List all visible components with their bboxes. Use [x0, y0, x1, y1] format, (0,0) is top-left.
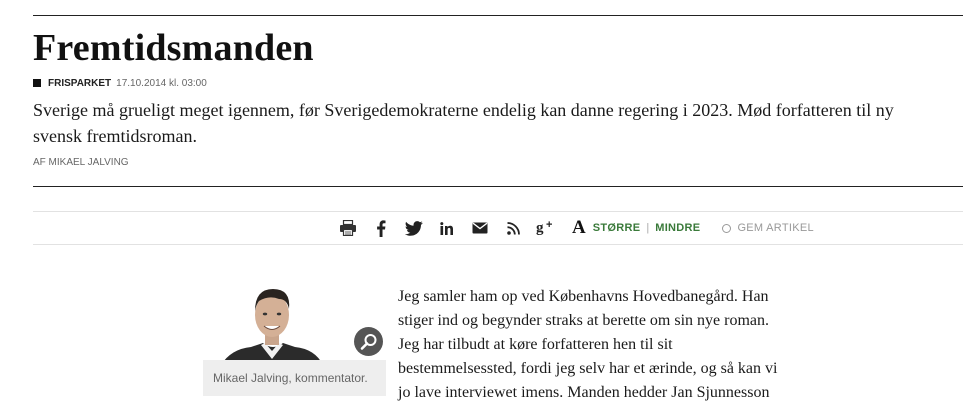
publish-date: 17.10.2014 kl. 03:00 [116, 77, 207, 89]
save-circle-icon [722, 224, 731, 233]
article-meta [33, 77, 207, 89]
linkedin-share-button[interactable] [436, 217, 458, 239]
svg-text:+: + [546, 219, 553, 231]
top-rule [33, 15, 963, 16]
font-bigger-button[interactable]: STØRRE [592, 222, 641, 234]
body-line: stiger ind og begynder straks at berette om sin nye roman. [398, 312, 770, 329]
facebook-share-button[interactable] [370, 217, 392, 239]
font-size-controls [572, 217, 700, 239]
article-headline: Fremtidsmanden [33, 27, 314, 69]
image-caption: Mikael Jalving, kommentator. [203, 360, 386, 396]
email-share-button[interactable] [469, 217, 491, 239]
toolbar-top-rule [33, 211, 963, 212]
body-line: Jeg samler ham op ved Københavns Hovedbanegård. Han [398, 288, 769, 305]
toolbar-bottom-rule [33, 244, 963, 245]
body-line: bestemmelsessted, fordi jeg selv har et ærinde, og så kan vi [398, 360, 778, 377]
twitter-icon [405, 221, 423, 236]
body-line: jo lave interviewet imens. Manden hedder Jan Sjunnesson [398, 384, 770, 401]
section-label[interactable]: FRISPARKET [48, 77, 112, 89]
print-button[interactable] [337, 217, 359, 239]
print-icon [339, 220, 357, 236]
google-plus-icon [536, 219, 556, 237]
linkedin-icon [440, 222, 454, 235]
article-body [398, 285, 818, 405]
article-byline: AF MIKAEL JALVING [33, 157, 129, 168]
google-plus-share-button[interactable] [535, 217, 557, 239]
header-divider [33, 186, 963, 187]
rss-button[interactable] [502, 217, 524, 239]
email-icon [472, 222, 488, 234]
image-zoom-button[interactable] [354, 327, 383, 356]
article-lead: Sverige må grueligt meget igennem, før Sverigedemokraterne endelig kan danne regering i 2023. Mød forfatteren til ny svensk fremtidsroman. [33, 100, 894, 146]
font-smaller-button[interactable]: MINDRE [655, 222, 701, 234]
rss-icon [507, 222, 520, 235]
twitter-share-button[interactable] [403, 217, 425, 239]
save-article-button[interactable] [722, 222, 813, 234]
share-toolbar [337, 216, 814, 240]
section-square-icon [33, 79, 41, 87]
font-size-symbol: A [572, 217, 586, 238]
facebook-icon [376, 220, 386, 237]
svg-text:g: g [536, 220, 544, 236]
save-article-label: GEM ARTIKEL [737, 222, 814, 234]
body-line: Jeg har tilbudt at køre forfatteren hen til sit [398, 336, 673, 353]
font-size-separator: | [646, 222, 650, 234]
magnifier-icon [360, 333, 378, 351]
